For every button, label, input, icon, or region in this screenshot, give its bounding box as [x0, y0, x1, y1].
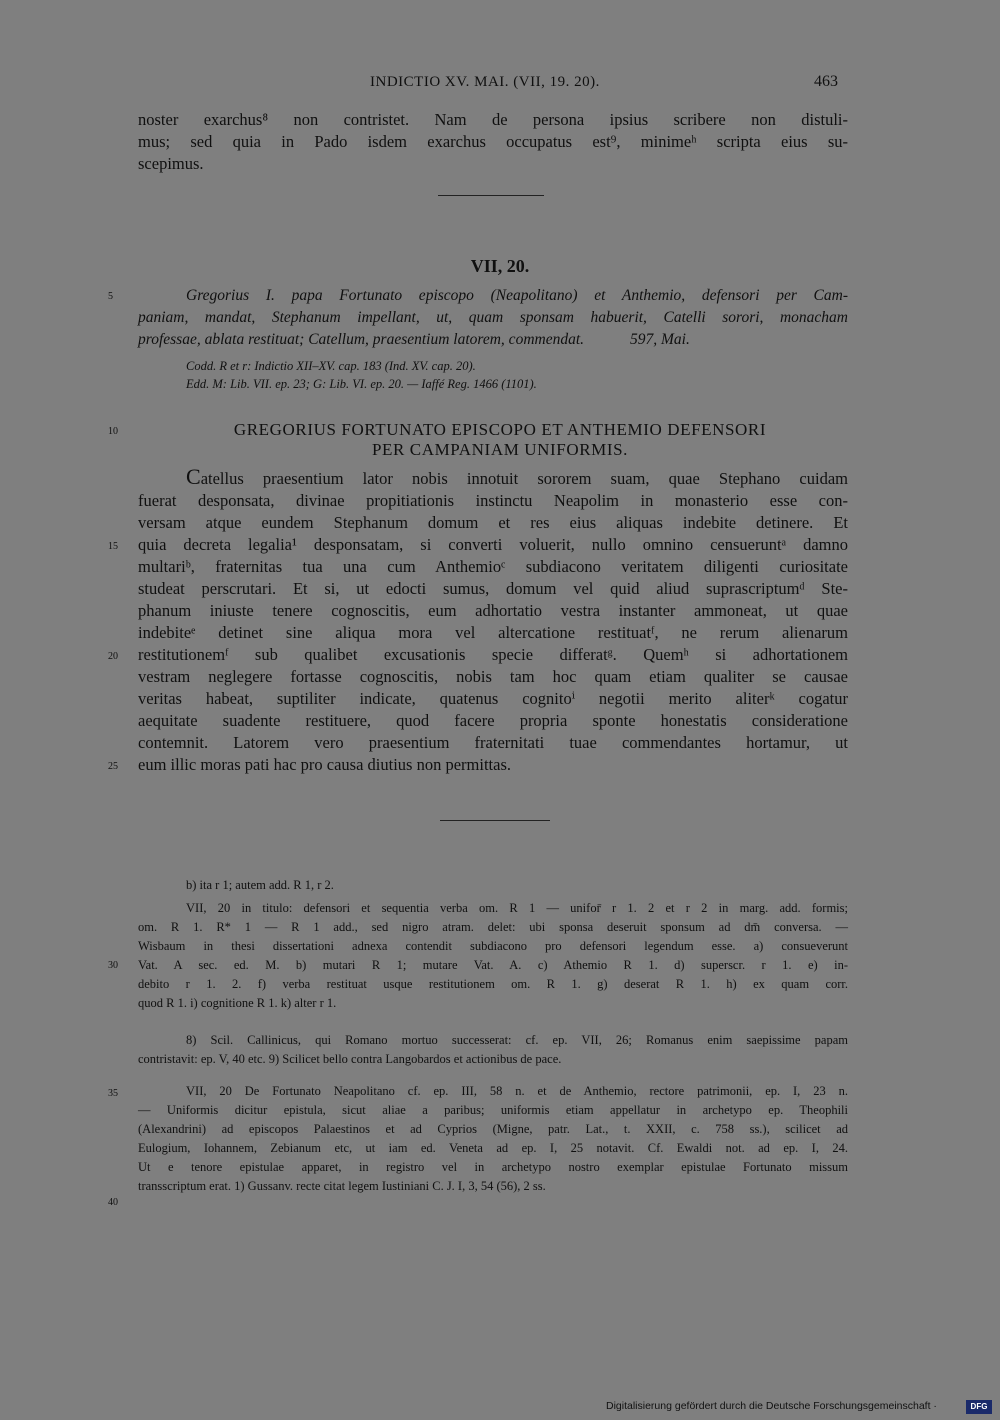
footnote-line: b) ita r 1; autem add. R 1, r 2.	[186, 878, 334, 892]
summary-line-text: professae, ablata restituat; Catellum, praesentium latorem, commendat.	[138, 331, 585, 348]
letter-summary	[138, 285, 848, 351]
line-number: 40	[108, 1197, 118, 1208]
commentary-line: Eulogium, Iohannem, Zebianum etc, ut iam ed. Veneta ad ep. I, 25 notavit. Cf. Ewaldi not. ad ep. I, 24.	[138, 1141, 848, 1155]
divider-rule	[438, 195, 544, 196]
commentary-line: — Uniformis dicitur epistula, sicut aliae a paribus; uniformis etiam appellatur in archetypo ep. Theophili	[138, 1103, 848, 1117]
letter-heading-line2: PER CAMPANIAM UNIFORMIS.	[371, 440, 629, 459]
line-number: 15	[108, 541, 118, 552]
body-line: versam atque eundem Stephanum domum et res eius aliquas indebite detinere. Et	[138, 513, 848, 532]
summary-line: paniam, mandat, Stephanum impellant, ut, quam sponsam habuerit, Catelli sorori, monacham	[138, 309, 848, 326]
codices-line: Codd. R et r: Indictio XII–XV. cap. 183 (Ind. XV. cap. 20).	[186, 359, 476, 373]
note-line: contristavit: ep. V, 40 etc. 9) Scilicet bello contra Langobardos et actionibus de pace.	[138, 1052, 562, 1066]
letter-heading-line1: GREGORIUS FORTUNATO EPISCOPO ET ANTHEMIO DEFENSORI	[233, 420, 767, 439]
letter-date: 597, Mai.	[630, 331, 690, 348]
line-number: 35	[108, 1088, 118, 1099]
text-line: scepimus.	[138, 154, 204, 173]
letter-body	[138, 466, 848, 776]
note-line: 8) Scil. Callinicus, qui Romano mortuo successerat: cf. ep. VII, 26; Romanus enim saepissime papam	[186, 1033, 848, 1047]
footnote-b	[138, 876, 848, 895]
letter-number: VII, 20.	[470, 256, 530, 276]
dfg-funding-notice: Digitalisierung gefördert durch die Deutsche Forschungsgemeinschaft ·	[606, 1400, 937, 1412]
line-number: 25	[108, 761, 118, 772]
commentary-line: (Alexandrini) ad episcopos Palaestinos et ad Cyprios (Migne, patr. Lat., t. XXII, c. 758 ss.), scilicet ad	[138, 1122, 848, 1136]
body-line: quia decreta legalia¹ desponsatam, si converti voluerit, nullo omnino censueruntᵃ damno	[138, 535, 848, 554]
editions-line: Edd. M: Lib. VII. ep. 23; G: Lib. VI. ep. 20. — Iaffé Reg. 1466 (1101).	[186, 377, 537, 391]
body-line: phanum iniuste tenere cognoscitis, eum adhortatio vestra instanter ammoneat, ut quae	[138, 601, 848, 620]
summary-line: Gregorius I. papa Fortunato episcopo (Neapolitano) et Anthemio, defensori per Cam-	[186, 287, 848, 304]
continuation-text	[138, 109, 848, 175]
body-line: contemnit. Latorem vero praesentium fraternitati tuae commendantes hortamur, ut	[138, 733, 848, 752]
line-number: 30	[108, 960, 118, 971]
dfg-logo: DFG	[966, 1400, 992, 1414]
line-number: 5	[108, 291, 113, 302]
commentary-line: transscriptum erat. 1) Gussanv. recte citat legem Iustiniani C. J. I, 3, 54 (56), 2 ss.	[138, 1179, 546, 1193]
body-line: multariᵇ, fraternitas tua una cum Anthemioᶜ subdiacono veritatem diligenti curiositate	[138, 557, 848, 576]
line-number: 20	[108, 651, 118, 662]
body-line: vestram neglegere fortasse cognoscitis, nobis tam hoc quam etiam qualiter se causae	[138, 667, 848, 686]
body-line: veritas habeat, suptiliter indicate, quatenus cognitoⁱ negotii merito aliterᵏ cogatur	[138, 689, 848, 708]
body-line: restitutionemᶠ sub qualibet excusationis specie differatᵍ. Quemʰ si adhortationem	[138, 645, 848, 664]
apparatus-line: Wisbaum in thesi dissertationi adnexa contendit subdiacono pro defensori legendum esse. a) consueverunt	[138, 939, 848, 953]
page-number: 463	[814, 73, 838, 90]
body-line: aequitate suadente restituere, quod facere propria sponte honestatis consideratione	[138, 711, 848, 730]
running-head: INDICTIO XV. MAI. (VII, 19. 20).	[370, 74, 600, 90]
summary-line	[138, 329, 848, 351]
line-number: 10	[108, 426, 118, 437]
commentary	[138, 1082, 848, 1196]
historical-notes	[138, 1031, 848, 1069]
apparatus-line: VII, 20 in titulo: defensori et sequentia verba om. R 1 — unifor̄ r 1. 2 et r 2 in marg. add. formis;	[186, 901, 848, 915]
text-line: noster exarchus⁸ non contristet. Nam de persona ipsius scribere non distuli-	[138, 110, 848, 129]
apparatus-line: Vat. A sec. ed. M. b) mutari R 1; mutare Vat. A. c) Athemio R 1. d) superscr. r 1. e) in-	[138, 958, 848, 972]
apparatus-line: debito r 1. 2. f) verba restituat usque restitutionem om. R 1. g) deserat R 1. h) ex quam corr.	[138, 977, 848, 991]
body-line: studeat perscrutari. Et si, ut edocti sumus, domum vel quid aliud suprascriptumᵈ Ste-	[138, 579, 848, 598]
body-line	[138, 466, 848, 490]
body-line: indebiteᵉ detinet sine aliqua mora vel altercatione restituatᶠ, ne rerum alienarum	[138, 623, 848, 642]
critical-apparatus	[138, 899, 848, 1013]
divider-rule	[440, 820, 550, 821]
text-line: mus; sed quia in Pado isdem exarchus occupatus est⁹, minimeʰ scripta eius su-	[138, 132, 848, 151]
body-line: fuerat desponsata, divinae propitiationis instinctu Neapolim in monasterio esse con-	[138, 491, 848, 510]
apparatus-line: quod R 1. i) cognitione R 1. k) alter r 1.	[138, 996, 337, 1010]
apparatus-line: om. R 1. R* 1 — R 1 add., sed nigro atram. delet: ubi sponsa deseruit sponsum ad dm̄ conversa. —	[138, 920, 848, 934]
commentary-line: Ut e tenore epistulae apparet, in registro vel in archetypo nostro exemplar epistulae Fortunato missum	[138, 1160, 848, 1174]
body-line: eum illic moras pati hac pro causa diutius non permittas.	[138, 755, 511, 774]
commentary-line: VII, 20 De Fortunato Neapolitano cf. ep. III, 58 n. et de Anthemio, rectore patrimonii, ep. I, 23 n.	[186, 1084, 848, 1098]
body-first-text: atellus praesentium lator nobis innotuit sororem suam, quae Stephano cuidam	[200, 469, 848, 488]
dropcap: C	[186, 464, 201, 489]
